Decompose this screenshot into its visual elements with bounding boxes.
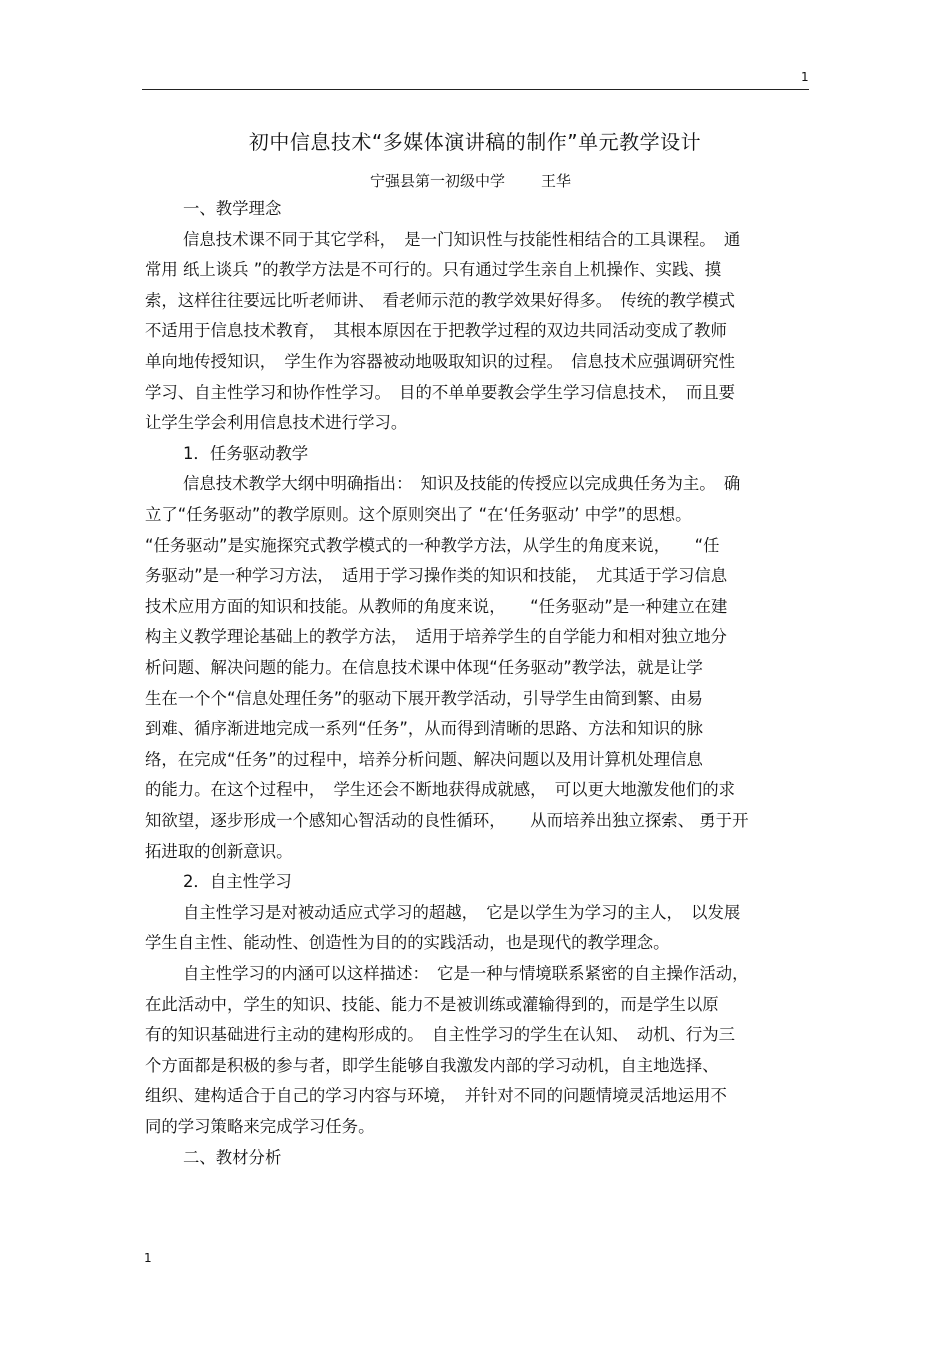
text-line: 同的学习策略来完成学习任务。 bbox=[145, 1117, 375, 1136]
text-line: 个方面都是积极的参与者，即学生能够自我激发内部的学习动机，自主地选择、 bbox=[145, 1055, 719, 1075]
text-line: 在此活动中，学生的知识、技能、能力不是被训练或灌输得到的，而是学生以原 bbox=[145, 994, 719, 1014]
text-line: 二、教材分析 bbox=[183, 1147, 282, 1167]
text-line: 学生自主性、能动性、创造性为目的的实践活动，也是现代的教学理念。 bbox=[145, 933, 670, 953]
text-line: “任务驱动”是实施探究式教学模式的一种教学方法，从学生的角度来说， “任 bbox=[145, 535, 720, 555]
text-line: 析问题、解决问题的能力。在信息技术课中体现“任务驱动”教学法，就是让学 bbox=[145, 658, 703, 677]
text-line: 自主性学习是对被动适应式学习的超越， 它是以学生为学习的主人， 以发展 bbox=[183, 902, 741, 922]
text-line: 让学生学会利用信息技术进行学习。 bbox=[145, 413, 408, 433]
text-line: 技术应用方面的知识和技能。从教师的角度来说， “任务驱动”是一种建立在建 bbox=[145, 596, 728, 616]
footer-page-number: 1 bbox=[144, 1251, 152, 1265]
text-line: 的能力。在这个过程中， 学生还会不断地获得成就感， 可以更大地激发他们的求 bbox=[145, 780, 736, 800]
document-title: 初中信息技术“多媒体演讲稿的制作”单元教学设计 bbox=[248, 130, 702, 154]
text-line: 索，这样往往要远比听老师讲、 看老师示范的教学效果好得多。 传统的教学模式 bbox=[145, 290, 736, 310]
text-line: 学习、自主性学习和协作性学习。 目的不单单要教会学生学习信息技术， 而且要 bbox=[145, 382, 736, 402]
byline bbox=[370, 170, 607, 191]
text-line: 信息技术课不同于其它学科， 是一门知识性与技能性相结合的工具课程。 通 bbox=[183, 229, 741, 249]
text-line: 立了“任务驱动”的教学原则。这个原则突出了 “在‘任务驱动’ 中学”的思想。 bbox=[145, 505, 692, 524]
text-line: 络，在完成“任务”的过程中，培养分析问题、解决问题以及用计算机处理信息 bbox=[145, 749, 703, 769]
text-line: 到难、循序渐进地完成一系列“任务”，从而得到清晰的思路、方法和知识的脉 bbox=[145, 719, 703, 739]
text-line: 知欲望，逐步形成一个感知心智活动的良性循环， 从而培养出独立探索、 勇于开 bbox=[145, 811, 749, 830]
text-line: 自主性学习的内涵可以这样描述： 它是一种与情境联系紧密的自主操作活动， bbox=[183, 964, 749, 983]
header-page-number: 1 bbox=[801, 70, 809, 84]
text-line: 单向地传授知识， 学生作为容器被动地吸取知识的过程。 信息技术应强调研究性 bbox=[145, 352, 736, 371]
text-line: 生在一个个“信息处理任务”的驱动下展开教学活动，引导学生由简到繁、由易 bbox=[145, 688, 703, 708]
text-line: 2．自主性学习 bbox=[183, 872, 292, 892]
text-line: 不适用于信息技术教育， 其根本原因在于把教学过程的双边共同活动变成了教师 bbox=[145, 321, 727, 341]
text-line: 1．任务驱动教学 bbox=[183, 443, 309, 463]
header-rule bbox=[142, 89, 809, 90]
byline-school: 宁强县第一初级中学 bbox=[370, 172, 506, 190]
text-line: 一、教学理念 bbox=[183, 199, 282, 218]
text-line: 拓进取的创新意识。 bbox=[145, 841, 293, 861]
text-line: 有的知识基础进行主动的建构形成的。 自主性学习的学生在认知、 动机、行为三 bbox=[145, 1025, 736, 1045]
text-line: 务驱动”是一种学习方法， 适用于学习操作类的知识和技能， 尤其适于学习信息 bbox=[145, 566, 728, 586]
text-line: 构主义教学理论基础上的教学方法， 适用于培养学生的自学能力和相对独立地分 bbox=[145, 627, 727, 647]
byline-author: 王华 bbox=[541, 172, 572, 190]
text-line: 组织、建构适合于自己的学习内容与环境， 并针对不同的问题情境灵活地运用不 bbox=[145, 1086, 727, 1106]
text-line: 常用 纸上谈兵 ”的教学方法是不可行的。只有通过学生亲自上机操作、实践、摸 bbox=[145, 260, 722, 280]
text-line: 信息技术教学大纲中明确指出： 知识及技能的传授应以完成典任务为主。 确 bbox=[183, 474, 741, 494]
